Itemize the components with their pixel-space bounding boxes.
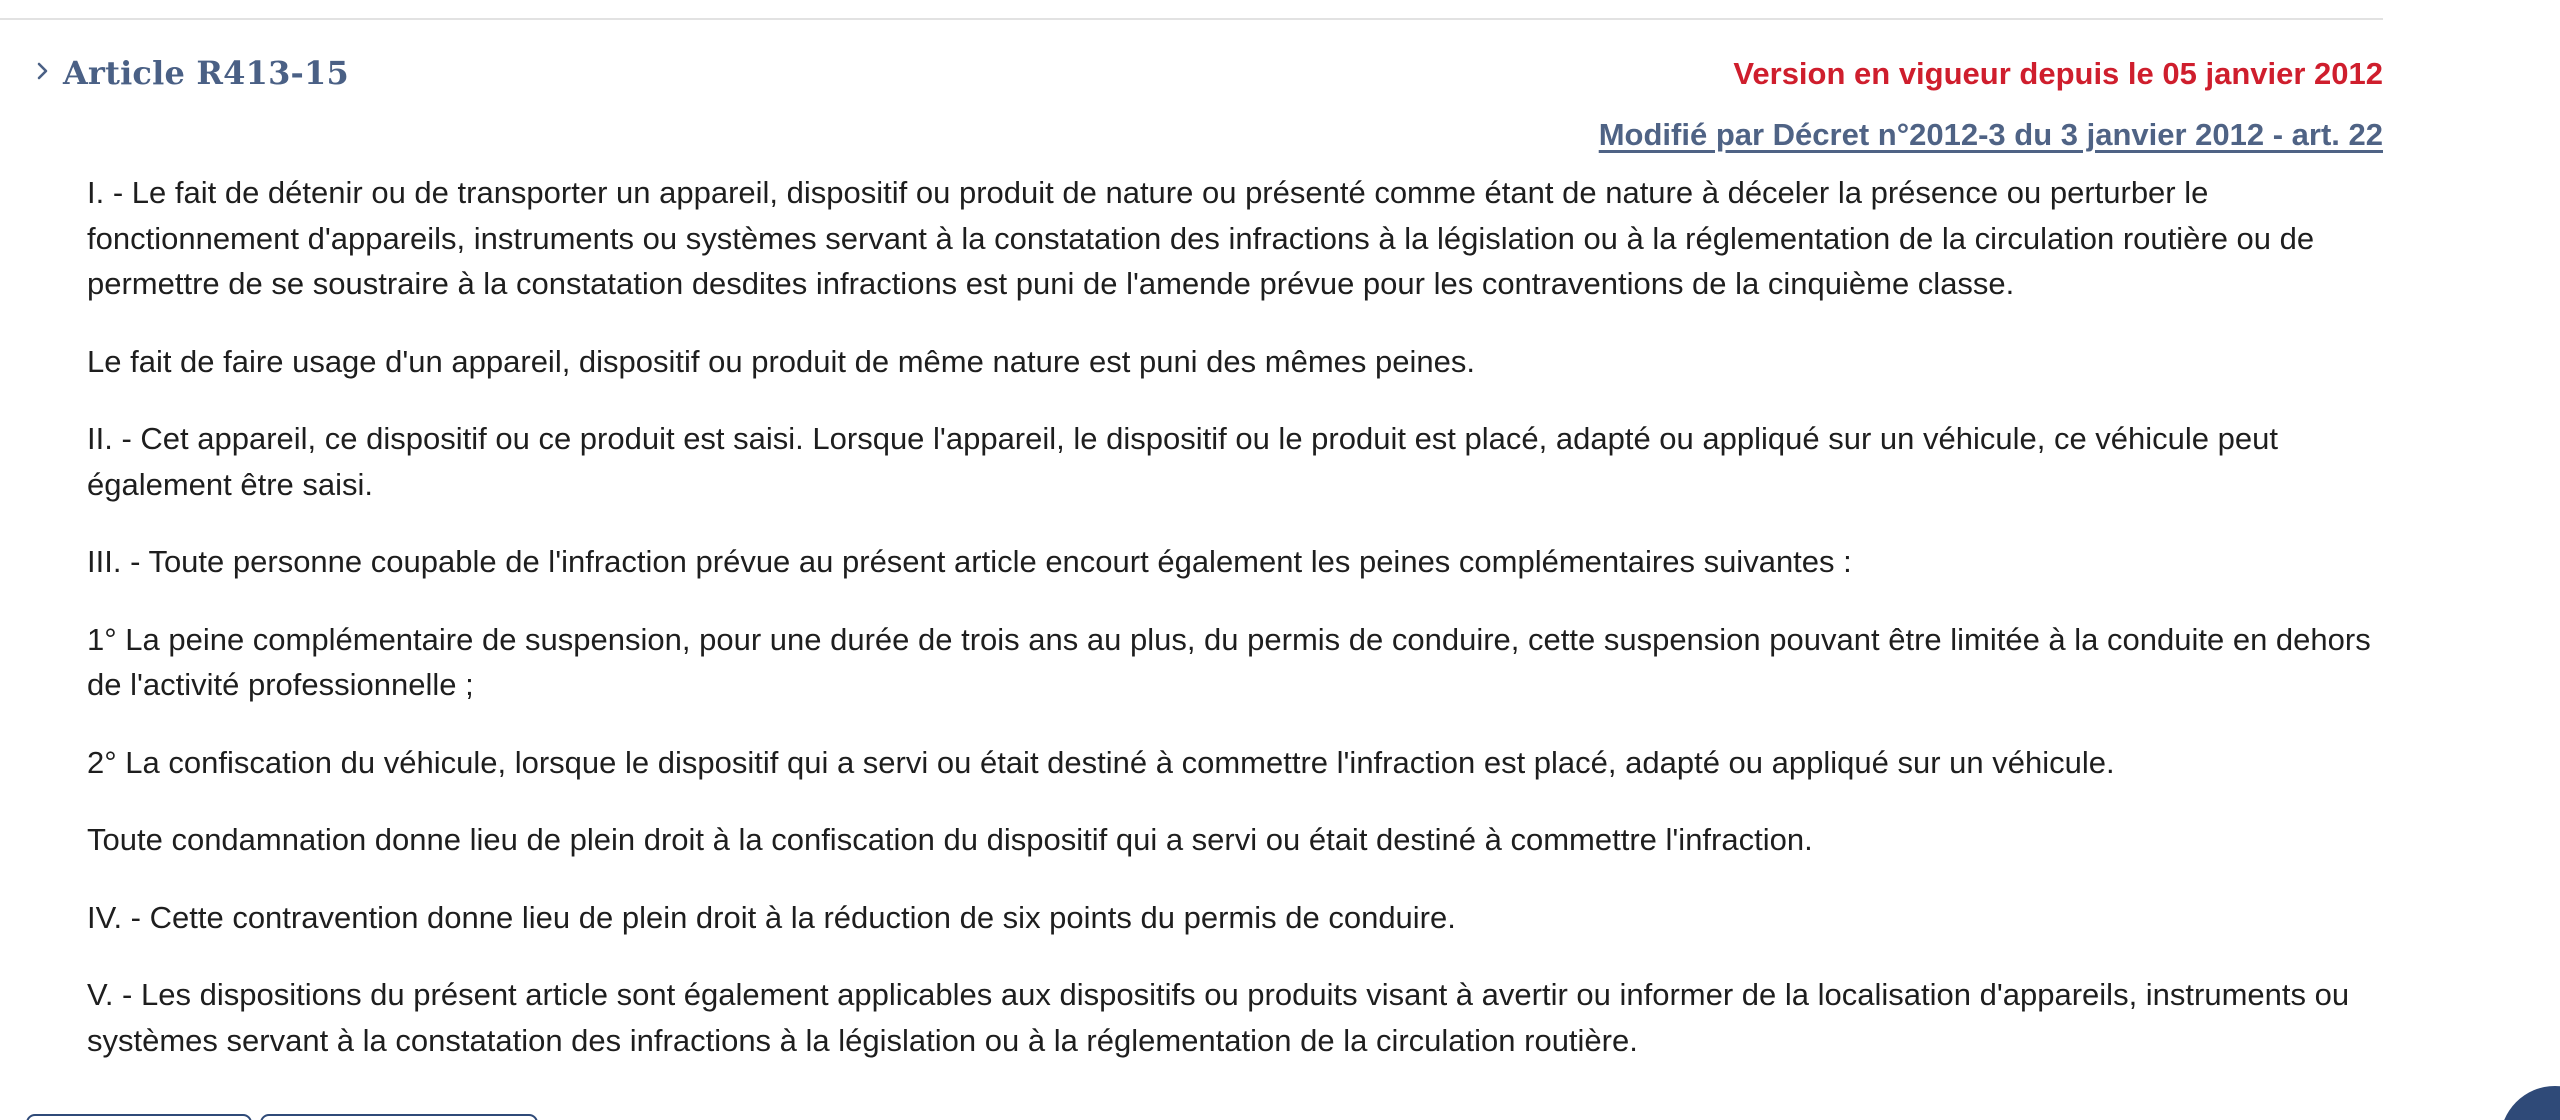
top-divider <box>0 18 2383 20</box>
paragraph-6: 2° La confiscation du véhicule, lorsque le dispositif qui a servi ou était destiné à commettre l'infraction est placé, adapté ou appliqué sur un véhicule. <box>87 744 2115 780</box>
bottom-tab-1[interactable] <box>26 1114 252 1120</box>
bottom-tab-2[interactable] <box>260 1114 538 1120</box>
modified-by-decree-link[interactable]: Modifié par Décret n°2012-3 du 3 janvier 2012 - art. 22 <box>1598 117 2383 152</box>
paragraph-2: Le fait de faire usage d'un appareil, dispositif ou produit de même nature est puni des mêmes peines. <box>87 343 1475 379</box>
paragraph-3: II. - Cet appareil, ce dispositif ou ce produit est saisi. Lorsque l'appareil, le dispositif ou le produit est placé, adapté ou appliqué sur un véhicule, ce véhicule peut également être saisi. <box>87 421 2278 502</box>
paragraph-1: I. - Le fait de détenir ou de transporter un appareil, dispositif ou produit de nature ou présenté comme étant de nature à déceler la présence ou perturber le fonctionnement d'appareils, instruments ou systèmes servant à la constatation des infractions à la législation ou à la réglementation de la circulation routière ou de permettre de se soustraire à la constatation desdites infractions est puni de l'amende prévue pour les contraventions de la cinquième classe. <box>87 175 2315 301</box>
paragraph-8: IV. - Cette contravention donne lieu de plein droit à la réduction de six points du permis de conduire. <box>87 899 1456 935</box>
paragraph-9: V. - Les dispositions du présent article sont également applicables aux dispositifs ou produits visant à avertir ou informer de la localisation d'appareils, instruments ou systèmes servant à la constatation des infractions à la législation ou à la réglementation de la circulation routière. <box>87 977 2350 1058</box>
floating-action-button[interactable] <box>2500 1086 2560 1120</box>
version-status: Version en vigueur depuis le 05 janvier 2012 <box>1733 56 2383 91</box>
chevron-right-icon[interactable] <box>36 60 49 82</box>
article-header[interactable] <box>36 54 349 92</box>
article-title[interactable]: Article R413-15 <box>63 54 349 92</box>
paragraph-5: 1° La peine complémentaire de suspension, pour une durée de trois ans au plus, du permis de conduire, cette suspension pouvant être limitée à la conduite en dehors de l'activité professionnelle ; <box>87 621 2371 702</box>
paragraph-7: Toute condamnation donne lieu de plein droit à la confiscation du dispositif qui a servi ou était destiné à commettre l'infraction. <box>87 822 1813 857</box>
article-body <box>87 170 2387 1095</box>
paragraph-4: III. - Toute personne coupable de l'infraction prévue au présent article encourt également les peines complémentaires suivantes : <box>87 544 1852 579</box>
